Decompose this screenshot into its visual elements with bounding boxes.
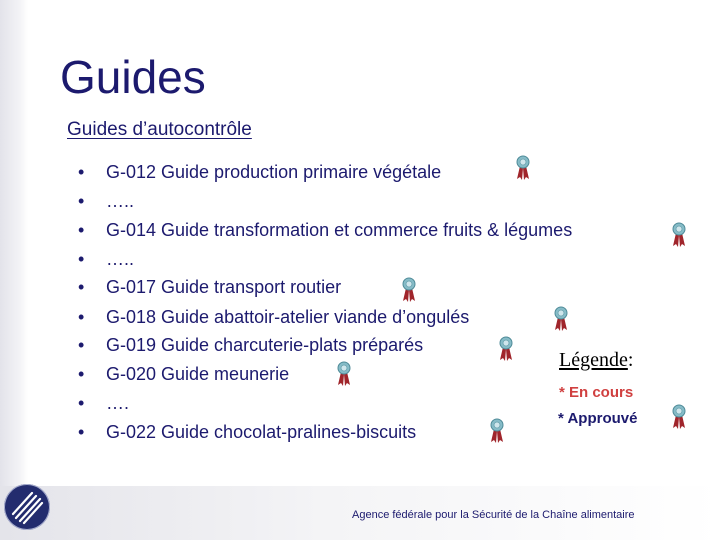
legend-title-colon: : xyxy=(627,349,634,371)
list-item-text: …. xyxy=(106,393,130,413)
rosette-icon xyxy=(671,222,687,248)
rosette-icon xyxy=(553,306,569,332)
left-decor-band xyxy=(0,0,28,540)
legend-approved: * Approuvé xyxy=(558,410,638,427)
rosette-icon xyxy=(671,404,687,430)
list-item-text: G-012 Guide production primaire végétale xyxy=(106,162,442,182)
legend-in-progress: * En cours xyxy=(559,384,634,401)
list-item-text: G-018 Guide abattoir-atelier viande d’ongulés xyxy=(106,307,470,327)
legend-title xyxy=(559,350,633,370)
list-item xyxy=(78,362,289,386)
list-item xyxy=(78,391,129,415)
bullet: • xyxy=(78,393,85,413)
bullet: • xyxy=(78,220,85,240)
slide-title: Guides xyxy=(60,51,206,103)
legend-title-text: Légende xyxy=(559,349,628,371)
list-item-text: G-022 Guide chocolat-pralines-biscuits xyxy=(106,422,417,442)
list-item-text: G-020 Guide meunerie xyxy=(106,364,290,384)
rosette-icon xyxy=(498,336,514,362)
list-item-text: G-017 Guide transport routier xyxy=(106,277,342,297)
bullet: • xyxy=(78,307,85,327)
list-item xyxy=(78,247,134,271)
rosette-icon xyxy=(515,155,531,181)
slide-subtitle: Guides d’autocontrôle xyxy=(67,119,252,140)
list-item-text: G-019 Guide charcuterie-plats préparés xyxy=(106,335,424,355)
list-item xyxy=(78,333,423,357)
footer-text: Agence fédérale pour la Sécurité de la Chaîne alimentaire xyxy=(352,509,635,521)
bullet: • xyxy=(78,191,85,211)
afsca-logo xyxy=(4,484,50,530)
rosette-icon xyxy=(336,361,352,387)
list-item xyxy=(78,189,134,213)
bullet: • xyxy=(78,162,85,182)
bullet: • xyxy=(78,249,85,269)
bullet: • xyxy=(78,422,85,442)
list-item xyxy=(78,420,416,444)
list-item xyxy=(78,160,441,184)
rosette-icon xyxy=(401,277,417,303)
list-item-text: ….. xyxy=(106,249,135,269)
bullet: • xyxy=(78,335,85,355)
list-item xyxy=(78,275,341,299)
bullet: • xyxy=(78,364,85,384)
bullet: • xyxy=(78,277,85,297)
list-item-text: ….. xyxy=(106,191,135,211)
rosette-icon xyxy=(489,418,505,444)
list-item xyxy=(78,218,572,242)
list-item-text: G-014 Guide transformation et commerce fruits & légumes xyxy=(106,220,573,240)
list-item xyxy=(78,305,469,329)
